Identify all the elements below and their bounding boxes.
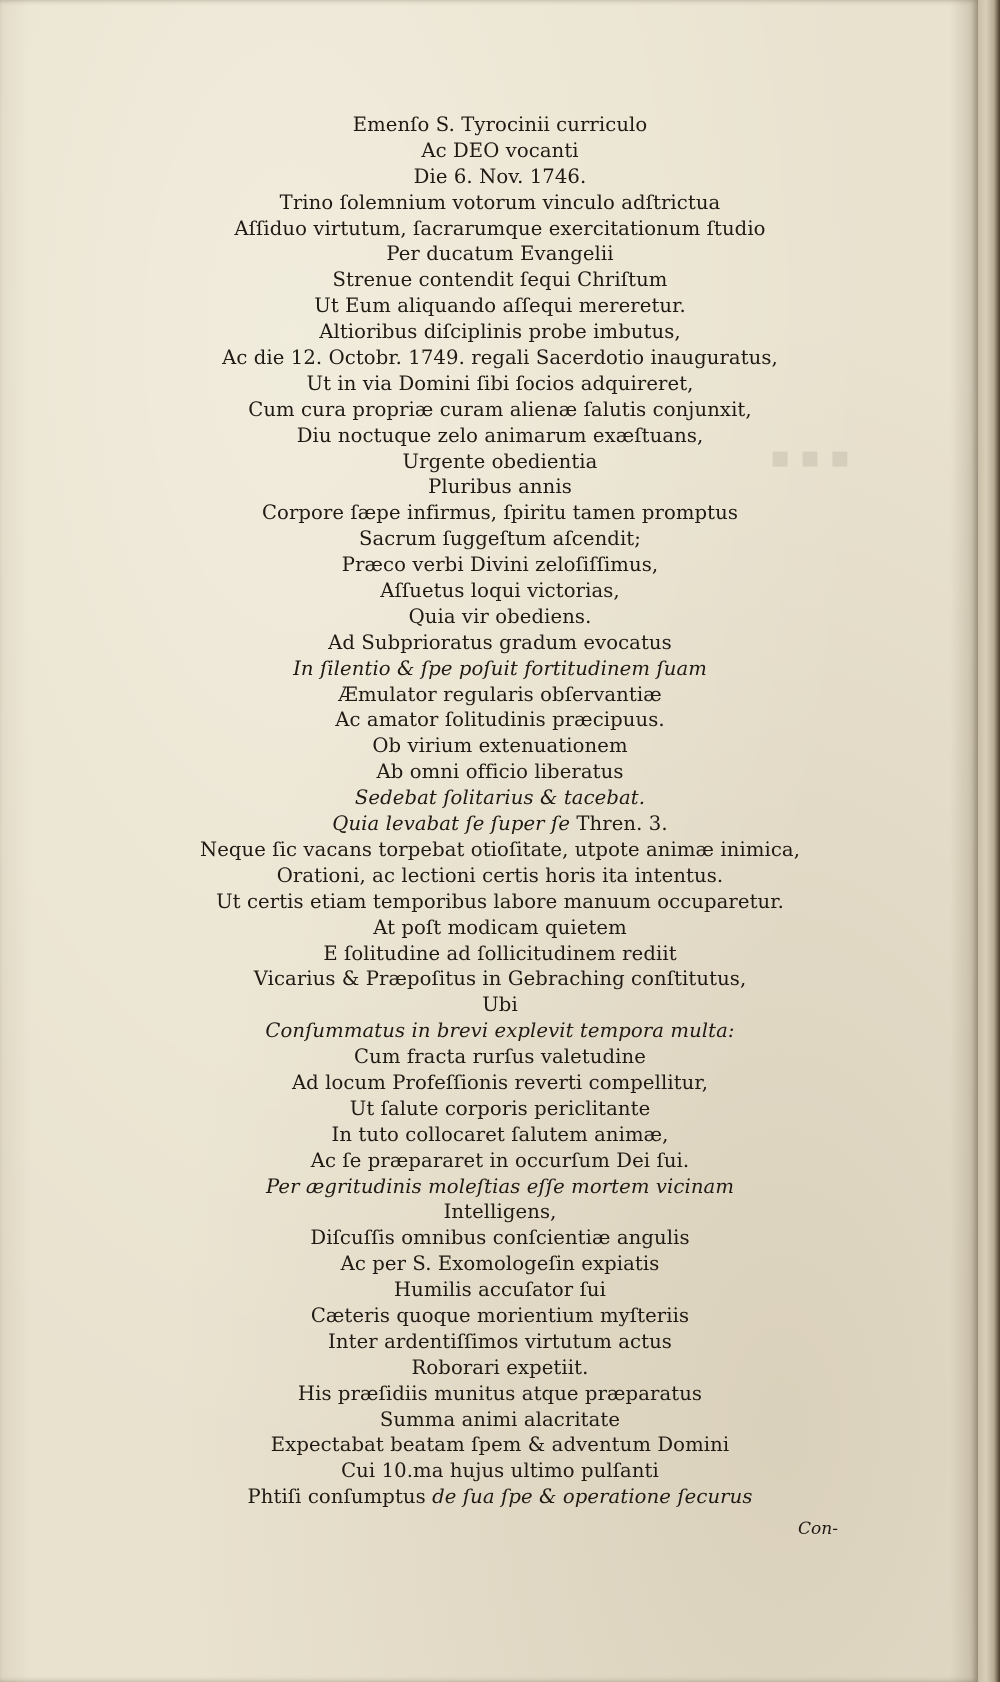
text-line: Trino ſolemnium votorum vinculo adſtrictua xyxy=(279,190,721,214)
text-line: Ac per S. Exomologeſin expiatis xyxy=(340,1252,660,1276)
text-block xyxy=(150,112,850,1510)
text-line: Aſſuetus loqui victorias, xyxy=(380,579,620,603)
text-line: Per ægritudinis moleſtias eſſe mortem vicinam xyxy=(265,1174,735,1198)
text-line: Roborari expetiit. xyxy=(411,1355,589,1379)
show-through-smudge: ▪ ▪ ▪ xyxy=(770,440,851,475)
text-line: Ac ſe præpararet in occurſum Dei ſui. xyxy=(310,1148,690,1172)
text-line: Inter ardentiſſimos virtutum actus xyxy=(328,1329,672,1353)
catchword: Con- xyxy=(798,1519,838,1539)
text-line: Ubi xyxy=(482,993,518,1017)
text-line: Diſcuſſis omnibus conſcientiæ angulis xyxy=(310,1226,690,1250)
text-line: Intelligens, xyxy=(443,1200,557,1224)
text-line: Conſummatus in brevi explevit tempora multa: xyxy=(265,1019,735,1043)
text-line: Neque ſic vacans torpebat otioſitate, utpote animæ inimica, xyxy=(199,837,801,861)
text-line: E ſolitudine ad ſollicitudinem rediit xyxy=(323,941,677,965)
text-line: Quia vir obediens. xyxy=(408,604,592,628)
roman-segment: Phtiſi conſumptus xyxy=(247,1485,433,1509)
text-line: Strenue contendit ſequi Chriſtum xyxy=(332,268,668,292)
text-line: Altioribus diſciplinis probe imbutus, xyxy=(319,320,681,344)
text-line: Ob virium extenuationem xyxy=(372,734,628,758)
italic-segment: Quia levabat ſe ſuper ſe xyxy=(332,812,571,836)
text-line: Ut Eum aliquando aſſequi mereretur. xyxy=(314,294,686,318)
text-line xyxy=(150,1484,850,1510)
text-line: In tuto collocaret ſalutem animæ, xyxy=(331,1122,669,1146)
text-line: Ad locum Profeſſionis reverti compellitur, xyxy=(291,1070,709,1094)
text-line: Præco verbi Divini zeloſiſſimus, xyxy=(341,553,659,577)
text-line: Orationi, ac lectioni certis horis ita intentus. xyxy=(276,863,724,887)
text-line xyxy=(150,811,850,837)
text-line: Ut certis etiam temporibus labore manuum occuparetur. xyxy=(216,889,784,913)
text-line: Diu noctuque zelo animarum exæſtuans, xyxy=(296,423,704,447)
text-line: Cum fracta rurſus valetudine xyxy=(354,1045,646,1069)
text-line: Ut in via Domini ſibi ſocios adquireret, xyxy=(306,371,694,395)
text-line: Ab omni officio liberatus xyxy=(376,760,624,784)
text-line: Emenſo S. Tyrocinii curriculo xyxy=(352,113,648,136)
text-line: Ac DEO vocanti xyxy=(421,138,579,162)
text-line: Ut ſalute corporis periclitante xyxy=(349,1096,651,1120)
text-line: Sacrum ſuggeſtum aſcendit; xyxy=(359,527,641,551)
text-line: Corpore ſæpe infirmus, ſpiritu tamen promptus xyxy=(261,501,739,525)
roman-segment: Thren. 3. xyxy=(570,812,668,836)
text-line: At poſt modicam quietem xyxy=(373,915,627,939)
text-line: His præſidiis munitus atque præparatus xyxy=(297,1381,703,1405)
text-line: Aſſiduo virtutum, ſacrarumque exercitationum ſtudio xyxy=(234,216,766,240)
page-edge xyxy=(978,0,1000,1682)
text-line: Die 6. Nov. 1746. xyxy=(413,164,587,188)
text-line: Vicarius & Præpoſitus in Gebraching conſtitutus, xyxy=(253,967,747,991)
text-line: Per ducatum Evangelii xyxy=(386,242,614,266)
italic-segment: de ſua ſpe & operatione ſecurus xyxy=(432,1485,753,1509)
text-line: Ac amator ſolitudinis præcipuus. xyxy=(335,708,665,732)
text-line: Sedebat ſolitarius & tacebat. xyxy=(354,786,646,810)
text-line: Expectabat beatam ſpem & adventum Domini xyxy=(270,1433,730,1457)
text-line: Summa animi alacritate xyxy=(379,1407,621,1431)
text-line: Pluribus annis xyxy=(428,475,572,499)
text-line: In ſilentio & ſpe poſuit fortitudinem ſuam xyxy=(293,656,707,680)
text-line: Cui 10.ma hujus ultimo pulſanti xyxy=(341,1459,659,1483)
text-line: Ac die 12. Octobr. 1749. regali Sacerdotio inauguratus, xyxy=(222,346,778,370)
text-line: Cum cura propriæ curam alienæ ſalutis conjunxit, xyxy=(248,397,752,421)
text-line: Æmulator regularis obſervantiæ xyxy=(338,682,662,706)
text-line: Urgente obedientia xyxy=(402,449,598,473)
text-line: Humilis accuſator ſui xyxy=(393,1278,607,1302)
text-line: Ad Subprioratus gradum evocatus xyxy=(328,630,672,654)
text-line: Cæteris quoque morientium myſteriis xyxy=(310,1303,690,1327)
